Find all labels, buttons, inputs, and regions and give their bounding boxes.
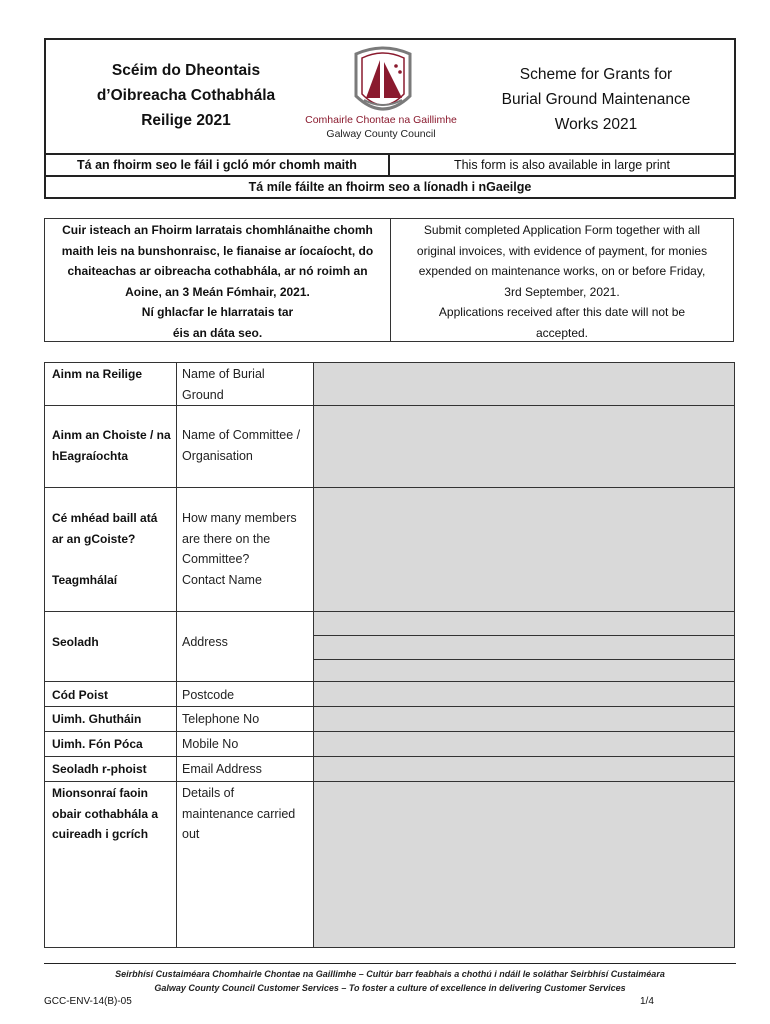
instructions-irish xyxy=(45,219,391,342)
instruction-line: Cuir isteach an Fhoirm Iarratais chomhlánaithe chomh xyxy=(62,223,373,237)
label-english-postcode: Postcode xyxy=(182,688,235,702)
address-line-2-field[interactable] xyxy=(314,636,734,660)
title-english xyxy=(466,62,726,137)
label-english-mobile: Mobile No xyxy=(182,737,239,751)
irish-welcome: Tá míle fáilte an fhoirm seo a líonadh i nGaeilge xyxy=(46,175,734,197)
title-irish-line: d’Oibreacha Cothabhála xyxy=(96,87,276,104)
row-divider xyxy=(45,405,314,406)
row-divider xyxy=(45,611,314,612)
instruction-line: accepted. xyxy=(535,325,589,340)
large-print-irish: Tá an fhoirm seo le fáil i gcló mór chomh maith xyxy=(46,155,390,175)
label-irish-burial-ground: Ainm na Reilige xyxy=(52,367,143,381)
form-header xyxy=(44,38,736,199)
label-irish-telephone: Uimh. Ghutháin xyxy=(52,712,142,726)
label-english-contact: Contact Name xyxy=(182,573,262,587)
label-english-burial-ground: Name of Burial Ground xyxy=(182,367,265,402)
label-irish-mobile: Uimh. Fón Póca xyxy=(52,737,143,751)
logo-irish-name: Comhairle Chontae na Gaillimhe xyxy=(305,114,457,126)
page-number: 1/4 xyxy=(640,996,654,1007)
title-english-line: Scheme for Grants for xyxy=(519,66,673,83)
row-divider xyxy=(45,756,314,757)
logo-english-name: Galway County Council xyxy=(326,128,436,140)
label-english-email: Email Address xyxy=(182,762,262,776)
instruction-line: Applications received after this date will not be xyxy=(438,305,686,319)
label-irish-details: Mionsonraí faoin obair cothabhála a cuireadh i gcrích xyxy=(52,786,159,841)
title-irish-line: Reilige 2021 xyxy=(141,112,231,129)
label-english-telephone: Telephone No xyxy=(182,712,260,726)
submission-instructions xyxy=(44,218,734,342)
instruction-line: Aoine, an 3 Meán Fómhair, 2021. xyxy=(125,284,310,299)
instruction-line: Ní ghlacfar le hIarratais tar xyxy=(141,305,294,319)
instructions-english xyxy=(391,219,733,342)
row-divider xyxy=(45,781,314,782)
large-print-row xyxy=(46,153,734,175)
row-divider xyxy=(45,681,314,682)
label-irish-contact: Teagmhálaí xyxy=(52,573,118,587)
row-divider xyxy=(45,706,314,707)
label-english-details: Details of maintenance carried out xyxy=(182,786,296,841)
instruction-line: éis an dáta seo. xyxy=(172,325,263,340)
committee-name-field[interactable] xyxy=(314,406,734,488)
postcode-field[interactable] xyxy=(314,682,734,707)
application-form-table xyxy=(44,362,735,948)
instruction-line: maith leis na bunshonraisc, le fianaise ar íocaíocht, do xyxy=(61,243,374,258)
instruction-line: expended on maintenance works, on or before Friday, xyxy=(418,264,706,278)
title-irish-line: Scéim do Dheontais xyxy=(111,62,261,79)
footer-motto xyxy=(44,967,736,995)
label-english-address: Address xyxy=(182,635,228,649)
instruction-line: original invoices, with evidence of payment, for monies xyxy=(416,243,708,258)
instruction-line: Submit completed Application Form together with all xyxy=(423,223,701,237)
label-irish-email: Seoladh r-phoist xyxy=(52,762,147,776)
address-line-3-field[interactable] xyxy=(314,660,734,682)
large-print-english: This form is also available in large print xyxy=(453,158,671,172)
row-divider xyxy=(45,731,314,732)
mobile-field[interactable] xyxy=(314,732,734,757)
label-english-members: How many members are there on the Committee? xyxy=(182,511,297,566)
title-irish xyxy=(76,58,296,133)
label-english-committee: Name of Committee / Organisation xyxy=(182,428,301,463)
maintenance-details-field[interactable] xyxy=(314,782,734,947)
email-field[interactable] xyxy=(314,757,734,782)
column-divider xyxy=(176,363,177,947)
title-english-line: Works 2021 xyxy=(554,116,638,133)
label-irish-postcode: Cód Poist xyxy=(52,688,108,702)
label-irish-committee: Ainm an Choiste / na hEagraíochta xyxy=(52,428,171,463)
members-contact-field[interactable] xyxy=(314,488,734,612)
telephone-field[interactable] xyxy=(314,707,734,732)
burial-ground-name-field[interactable] xyxy=(314,363,734,406)
row-divider xyxy=(45,487,314,488)
instruction-line: 3rd September, 2021. xyxy=(504,284,620,299)
footer-divider xyxy=(44,963,736,964)
footer-motto-english: Galway County Council Customer Services – To foster a culture of excellence in delivering Customer Services xyxy=(154,983,626,993)
label-irish-address: Seoladh xyxy=(52,635,99,649)
label-irish-members: Cé mhéad baill atá ar an gCoiste? xyxy=(52,511,158,546)
footer-motto-irish: Seirbhísí Custaiméara Chomhairle Chontae na Gaillimhe – Cultúr barr feabhais a chothú i ndáil le soláthar Seirbhísí Custaiméara xyxy=(115,969,665,979)
document-code: GCC-ENV-14(B)-05 xyxy=(44,996,132,1007)
title-english-line: Burial Ground Maintenance xyxy=(501,91,691,108)
address-line-1-field[interactable] xyxy=(314,612,734,636)
instruction-line: chaiteachas ar oibreacha cothabhála, ar nó roimh an xyxy=(67,264,368,278)
